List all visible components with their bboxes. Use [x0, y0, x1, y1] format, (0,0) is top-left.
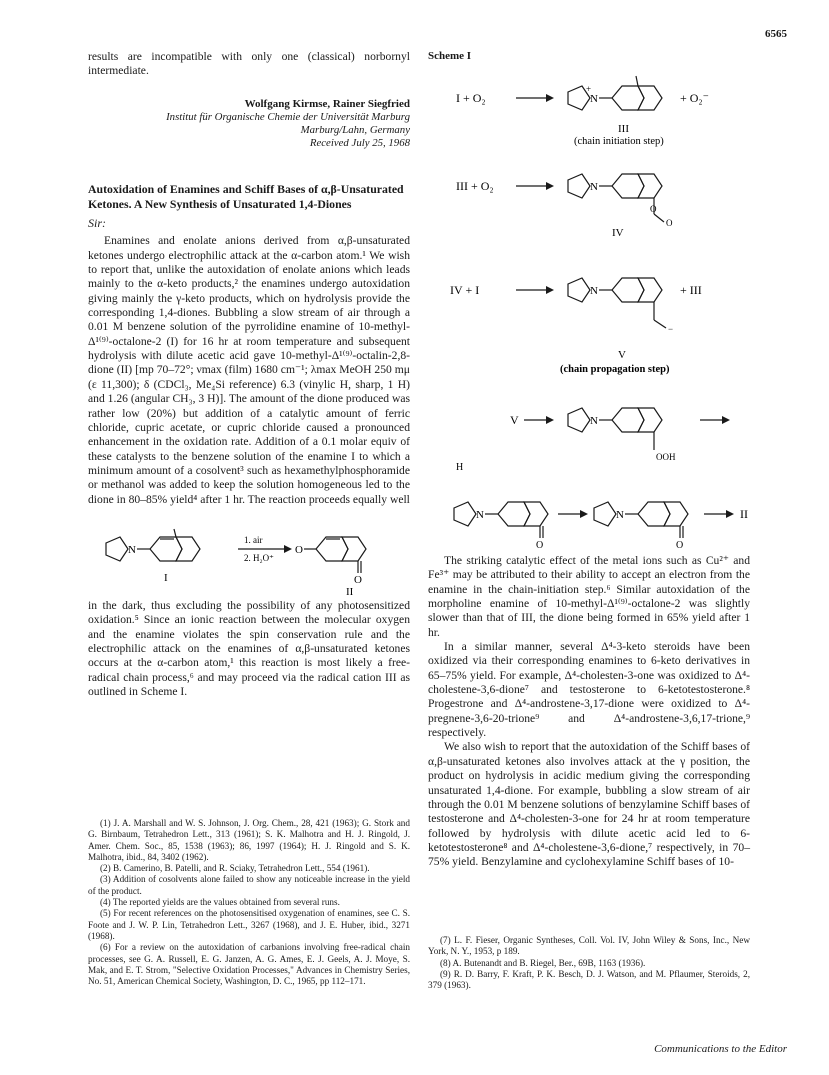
octalone-skeleton-I — [137, 529, 200, 561]
row1-byproduct: + O₂⁻ — [680, 91, 709, 105]
footnote-5: (5) For recent references on the photosensitised oxygenation of enamines, see C. S. Foote and J. W. P. Lin, Tetrahedron Lett., 3267 (1968), and J. E. Huber, ibid., 3271 (1968). — [88, 908, 410, 941]
reaction-arrowhead — [284, 545, 292, 553]
nitrogen-label-row5a: N — [476, 509, 484, 521]
anion-charge-V: − — [668, 324, 674, 334]
enamine-ketone-intermediate — [454, 502, 548, 538]
footnote-4: (4) The reported yields are the values obtained from several runs. — [100, 897, 340, 908]
final-product-label: II — [740, 507, 748, 521]
article-title: Autoxidation of Enamines and Schiff Bases of α,β-Unsaturated Ketones. A New Synthesis of Unsaturated 1,4-Diones — [88, 182, 404, 211]
page-number: 6565 — [765, 28, 787, 40]
hydroperoxy-label: OOH — [656, 452, 676, 462]
scheme-I-diagram — [428, 62, 758, 552]
step-1-label: 1. air — [244, 534, 263, 545]
nitrogen-label-row5b: N — [616, 509, 624, 521]
compound-label-I: I — [164, 571, 168, 584]
right-paragraph-2: In a similar manner, several Δ⁴-3-keto steroids have been oxidized via their corresponding enamines to 6-keto derivatives in 65–75% yield. For example, Δ⁴-cholesten-3-one was oxidized to Δ⁴-cholestene-3,6-dione⁷ and testosterone to 6-ketotestosterone.⁸ Progestrone and Δ⁴-androstene-3,17-dione were oxidized to Δ⁴-pregnene-3,6-20-trione⁹ and Δ⁴-androstene-3,6,17-trione,⁹ respectively. — [428, 640, 750, 740]
footnotes-left — [88, 818, 410, 987]
row3-arrowhead — [546, 286, 554, 294]
body-paragraph-2: in the dark, thus excluding the possibility of any photosensitized oxidation.⁵ Since an ionic reaction between the molecular oxygen and the enamine violates the spin conservation rule and the electrophilic attack on the enamines of α,β-unsaturated ketones occurs at the α-carbon atom,¹ this reaction is most likely a free-radical chain process,⁶ and may proceed via the radical cation III as outlined in Scheme I. — [88, 598, 410, 698]
row1-arrowhead — [546, 94, 554, 102]
plus-charge-III: + — [586, 84, 592, 94]
footnote-3: (3) Addition of cosolvents alone failed to show any noticeable increase in the yield of the product. — [88, 874, 410, 896]
salutation: Sir: — [88, 216, 106, 231]
footnote-6: (6) For a review on the autoxidation of carbanions involving free-radical chain processes, see G. A. Russell, E. G. Janzen, A. G. Ames, E. J. Geels, A. J. Moye, S. Mak, and E. T. Strom, "Selective Oxidation Processes," Advances in Chemistry Series, No. 51, American Chemical Society, Washington, D. C., 1965, pp 112–171. — [88, 942, 410, 987]
chain-propagation-note: (chain propagation step) — [560, 364, 670, 375]
row5-arrowhead-1 — [580, 510, 588, 518]
peroxy-radical-IV — [568, 174, 664, 222]
footnotes-right — [428, 935, 750, 991]
right-column — [428, 554, 750, 870]
nitrogen-label-III: N — [590, 93, 598, 105]
footnote-1: (1) J. A. Marshall and W. S. Johnson, J. Org. Chem., 28, 421 (1963); G. Stork and G. Birnbaum, Tetrahedron Lett., 313 (1961); S. K. Malhotra and H. J. Ringold, J. Amer. Chem. Soc., 85, 1538 (1963); 86, 1997 (1964); H. J. Ringold and S. K. Malhotra, ibid., 84, 3402 (1962). — [88, 818, 410, 862]
row3-reactants: IV + I — [450, 283, 480, 297]
right-paragraph-3: We also wish to report that the autoxidation of the Schiff bases of α,β-unsaturated ketones also involves attack at the γ position, the product on hydrolysis in acidic medium giving the corresponding unsaturated 1,4-dione. For example, bubbling a slow stream of air through the 0.01 M benzene solutions of benzylamine Schiff bases of testosterone and Δ⁴-cholesten-3-one for 24 hr at room temperature followed by hydrolysis with dilute acetic acid led to 6-ketotestosterone⁸ and Δ⁴-cholestene-3,6-dione,⁷ respectively, in 70–75% yield. Benzylamine and cyclohexylamine Schiff bases of 10- — [428, 740, 750, 869]
dione-skeleton-II — [304, 537, 366, 573]
journal-section-footer: Communications to the Editor — [654, 1043, 787, 1055]
footnote-7: (7) L. F. Fieser, Organic Syntheses, Coll. Vol. IV, John Wiley & Sons, Inc., New York, N. Y., 1953, p 189. — [428, 935, 750, 957]
oxygen-label-II-b: O — [354, 573, 362, 586]
hydroperoxide-intermediate — [568, 408, 662, 450]
nitrogen-label-row4: N — [590, 415, 598, 427]
affiliation-line-1: Institut für Organische Chemie der Universität Marburg — [166, 111, 410, 124]
footnote-2: (2) B. Camerino, B. Patelli, and R. Sciaky, Tetrahedron Lett., 554 (1961). — [100, 863, 370, 874]
radical-cation-III — [568, 76, 662, 110]
compound-label-IV: IV — [612, 227, 624, 239]
compound-label-III: III — [618, 123, 629, 135]
step-2-label: 2. H₂O⁺ — [244, 552, 274, 563]
left-column — [88, 50, 410, 699]
oxygen-label-row5a: O — [536, 540, 544, 551]
chain-initiation-note: (chain initiation step) — [574, 136, 664, 147]
oxygen-label-II-a: O — [295, 543, 303, 556]
row1-reactants: I + O₂ — [456, 91, 486, 105]
oxygen-label-row5b: O — [676, 540, 684, 551]
dienamine-ketone — [594, 502, 688, 538]
affiliation-line-2: Marburg/Lahn, Germany — [300, 124, 410, 137]
nitrogen-label-I: N — [128, 543, 136, 556]
reaction-figure-I-to-II — [88, 515, 410, 595]
row4-arrowhead-2 — [722, 416, 730, 424]
pyrrolidine-ring-I — [106, 537, 128, 561]
row5-arrowhead-2 — [726, 510, 734, 518]
row3-byproduct: + III — [680, 283, 702, 297]
body-paragraph-1: Enamines and enolate anions derived from α,β-unsaturated ketones undergo electrophilic attack at the α-carbon atom.¹ We wish to report that, unlike the autoxidation of enolate anions which leads mainly to the α-keto products,² the enamines undergo autoxidation giving mainly the γ-keto products, which on hydrolysis provide the corresponding 1,4-diones. Bubbling a slow stream of air through a 0.01 M benzene solution of the pyrrolidine enamine of 10-methyl-Δ¹⁽⁹⁾-octalone-2 (I) for 16 hr at room temperature and subsequent hydrolysis with dilute acetic acid gave 10-methyl-Δ¹⁽⁹⁾-octalin-2,8-dione (II) [mp 70–72°; νmax (film) 1680 cm⁻¹; λmax MeOH 250 mμ (ε 11,300); δ (CDCl₃, Me₄Si reference) 6.3 (vinylic H, sharp, 1 H) and 1.26 (angular CH₃, 3 H)]. The amount of the dione produced was rather low (20%) but addition of a catalytic amount of ferric chloride, cupric acetate, or cupric chloride caused a pronounced enhancement in the oxidation rate. Addition of a 0.1 molar equiv of these catalysts to the benzene solution of the enamine I to which a minimum amount of a cosolvent³ such as hexamethylphosphoramide or methanol was added to keep the solution homogeneous led to the dione in 80–85% yield⁴ after 1 hr. The reaction proceeds equally well — [88, 234, 410, 506]
oxygen-label-IV-a: O — [650, 204, 657, 214]
hydrogen-label: H — [456, 462, 464, 473]
compound-label-V: V — [618, 349, 626, 361]
row4-reactant: V — [510, 413, 519, 427]
author-names: Wolfgang Kirmse, Rainer Siegfried — [244, 97, 410, 110]
row4-arrowhead — [546, 416, 554, 424]
received-date: Received July 25, 1968 — [309, 137, 410, 150]
scheme-title: Scheme I — [428, 50, 472, 62]
footnote-9: (9) R. D. Barry, F. Kraft, P. K. Besch, D. J. Watson, and M. Pflaumer, Steroids, 2, 379 (1963). — [428, 968, 750, 991]
oxygen-label-IV-b: O — [666, 218, 673, 228]
nitrogen-label-V: N — [590, 285, 598, 297]
continuation-text: results are incompatible with only one (classical) norbornyl intermediate. — [88, 50, 410, 78]
row2-reactants: III + O₂ — [456, 179, 494, 193]
peroxide-anion-V — [568, 278, 666, 328]
compound-label-II: II — [346, 585, 354, 595]
right-paragraph-1: The striking catalytic effect of the metal ions such as Cu²⁺ and Fe³⁺ may be attributed to their ability to accept an electron from the enamine in the chain-initiation step.⁶ Similar autoxidation of the morpholine enamine of 10-methyl-Δ¹⁽⁹⁾-octalone-2 was slightly slower than that of III, the dione being formed in 65% yield after 1 hr. — [428, 554, 750, 639]
nitrogen-label-IV: N — [590, 181, 598, 193]
row2-arrowhead — [546, 182, 554, 190]
footnote-8: (8) A. Butenandt and B. Riegel, Ber., 69B, 1163 (1936). — [440, 957, 646, 968]
